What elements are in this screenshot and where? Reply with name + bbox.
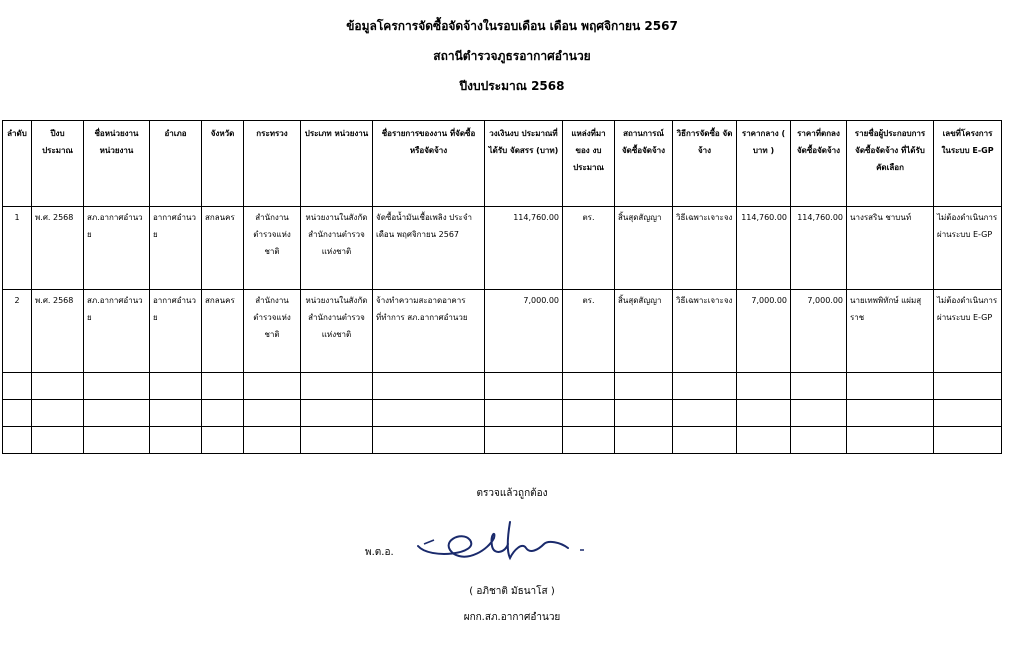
cell-district: อากาศอำนวย <box>150 290 202 373</box>
col-header-vendor: รายชื่อผู้ประกอบการ จัดซื้อจัดจ้าง ที่ได้รับคัดเลือก <box>847 121 934 207</box>
cell-agreed-price: 7,000.00 <box>791 290 847 373</box>
empty-row <box>3 400 1002 427</box>
cell-agency-type: หน่วยงานในสังกัด สำนักงานตำรวจแห่งชาติ <box>301 290 373 373</box>
col-header-year: ปีงบ ประมาณ <box>32 121 84 207</box>
cell-budget: 7,000.00 <box>485 290 563 373</box>
cell-agency: สภ.อากาศอำนวย <box>84 290 150 373</box>
col-header-district: อำเภอ <box>150 121 202 207</box>
col-header-budget: วงเงินงบ ประมาณที่ได้รับ จัดสรร (บาท) <box>485 121 563 207</box>
cell-ministry: สำนักงานตำรวจแห่งชาติ <box>244 290 301 373</box>
empty-row <box>3 427 1002 454</box>
cell-median-price: 114,760.00 <box>737 207 791 290</box>
procurement-table <box>2 120 1002 454</box>
col-header-item: ชื่อรายการของงาน ที่จัดซื้อหรือจัดจ้าง <box>373 121 485 207</box>
cell-status: สิ้นสุดสัญญา <box>615 207 673 290</box>
cell-budget: 114,760.00 <box>485 207 563 290</box>
cell-vendor: นางรสริน ชาบนท์ <box>847 207 934 290</box>
cell-agreed-price: 114,760.00 <box>791 207 847 290</box>
cell-no: 1 <box>3 207 32 290</box>
col-header-egp: เลขที่โครงการ ในระบบ E-GP <box>934 121 1002 207</box>
cell-year: พ.ศ. 2568 <box>32 290 84 373</box>
cell-egp: ไม่ต้องดำเนินการ ผ่านระบบ E-GP <box>934 207 1002 290</box>
col-header-ministry: กระทรวง <box>244 121 301 207</box>
table-header-row <box>3 121 1002 207</box>
col-header-method: วิธีการจัดซื้อ จัดจ้าง <box>673 121 737 207</box>
cell-agency-type: หน่วยงานในสังกัด สำนักงานตำรวจแห่งชาติ <box>301 207 373 290</box>
col-header-no: ลำดับ <box>3 121 32 207</box>
col-header-agreed-price: ราคาที่ตกลง จัดซื้อจัดจ้าง <box>791 121 847 207</box>
col-header-agency-type: ประเภท หน่วยงาน <box>301 121 373 207</box>
col-header-source: แหล่งที่มา ของ งบประมาณ <box>563 121 615 207</box>
cell-source: ตร. <box>563 207 615 290</box>
document-title: ข้อมูลโครการจัดซื้อจัดจ้างในรอบเดือน เดือน พฤศจิกายน 2567 <box>346 19 678 33</box>
cell-no: 2 <box>3 290 32 373</box>
rank-label: พ.ต.อ. <box>365 547 394 558</box>
table-row <box>3 290 1002 373</box>
cell-item: จ้างทำความสะอาดอาคารที่ทำการ สภ.อากาศอำนวย <box>373 290 485 373</box>
cell-province: สกลนคร <box>202 290 244 373</box>
cell-egp: ไม่ต้องดำเนินการ ผ่านระบบ E-GP <box>934 290 1002 373</box>
cell-agency: สภ.อากาศอำนวย <box>84 207 150 290</box>
signature-icon <box>410 520 610 568</box>
signer-position: ผกก.สภ.อากาศอำนวย <box>463 612 561 623</box>
cell-method: วิธีเฉพาะเจาะจง <box>673 290 737 373</box>
cell-district: อากาศอำนวย <box>150 207 202 290</box>
fiscal-year: ปีงบประมาณ 2568 <box>459 79 565 93</box>
cell-item: จัดซื้อน้ำมันเชื้อเพลิง ประจำเดือน พฤศจิกายน 2567 <box>373 207 485 290</box>
cell-year: พ.ศ. 2568 <box>32 207 84 290</box>
col-header-status: สถานการณ์ จัดซื้อจัดจ้าง <box>615 121 673 207</box>
cell-median-price: 7,000.00 <box>737 290 791 373</box>
cell-vendor: นายเทพพิทักษ์ แผ่มสุราช <box>847 290 934 373</box>
cell-status: สิ้นสุดสัญญา <box>615 290 673 373</box>
col-header-median-price: ราคากลาง ( บาท ) <box>737 121 791 207</box>
verified-text: ตรวจแล้วถูกต้อง <box>476 488 548 499</box>
document-header <box>0 18 1024 108</box>
col-header-agency: ชื่อหน่วยงาน หน่วยงาน <box>84 121 150 207</box>
table-row <box>3 207 1002 290</box>
empty-row <box>3 373 1002 400</box>
cell-province: สกลนคร <box>202 207 244 290</box>
col-header-province: จังหวัด <box>202 121 244 207</box>
cell-ministry: สำนักงานตำรวจแห่งชาติ <box>244 207 301 290</box>
cell-method: วิธีเฉพาะเจาะจง <box>673 207 737 290</box>
station-name: สถานีตำรวจภูธรอากาศอำนวย <box>433 49 591 63</box>
cell-source: ตร. <box>563 290 615 373</box>
signature-block <box>365 520 625 570</box>
signer-name: ( อภิชาติ มัธนาโส ) <box>469 586 555 597</box>
